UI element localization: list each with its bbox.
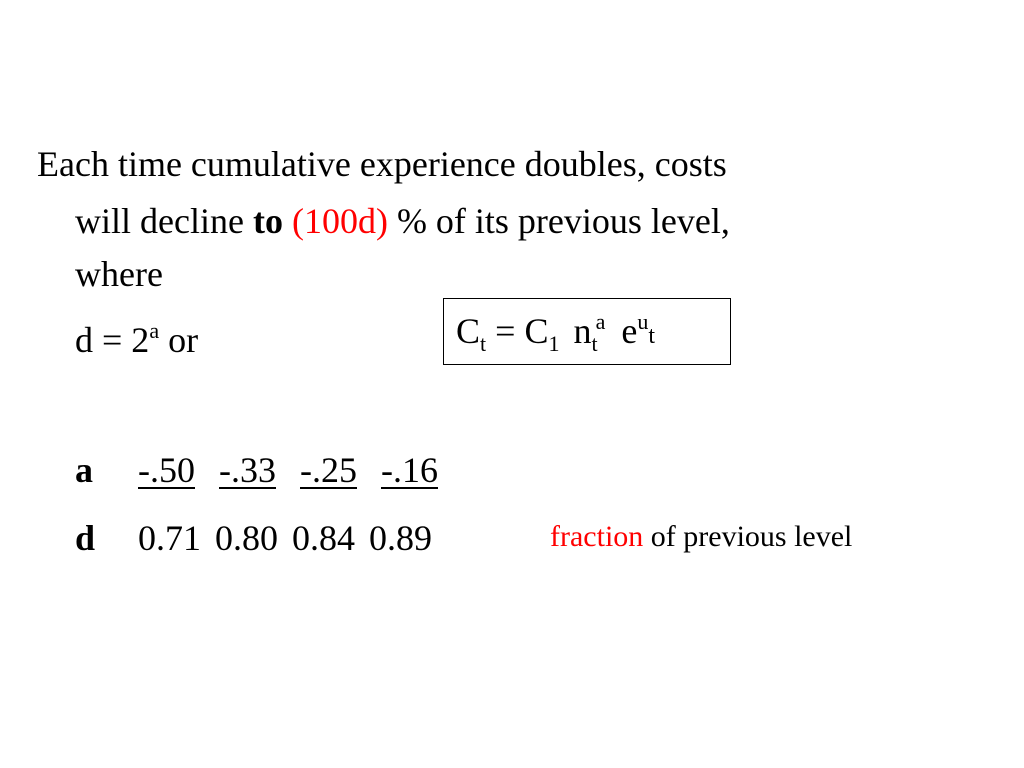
row-a-value: -.33 xyxy=(219,450,276,490)
formula-n-superscript: a xyxy=(595,309,606,334)
formula-c: C xyxy=(456,311,481,351)
formula-box xyxy=(443,298,731,365)
formula-e: e xyxy=(621,311,638,351)
formula-e-superscript: u xyxy=(637,309,649,334)
intro-line-2-prefix: will decline xyxy=(75,201,253,241)
row-d-label: d xyxy=(75,518,96,558)
intro-line-2 xyxy=(75,203,730,239)
intro-line-3: where xyxy=(75,254,163,294)
definition-lhs: d = 2 xyxy=(75,320,150,360)
formula-c-subscript: t xyxy=(480,331,487,356)
definition-suffix: or xyxy=(159,320,199,360)
formula-c1-subscript: 1 xyxy=(548,331,560,356)
row-a-label: a xyxy=(75,450,93,490)
fraction-note-red: fraction xyxy=(550,520,644,553)
row-a-values xyxy=(138,452,438,488)
row-d-value: 0.84 xyxy=(292,518,355,558)
definition-exponent: a xyxy=(149,318,160,343)
formula-e-subscript: t xyxy=(648,323,656,349)
row-a-value: -.25 xyxy=(300,450,357,490)
row-d-value: 0.89 xyxy=(369,518,432,558)
formula-n-subscript: t xyxy=(591,331,598,356)
row-d-values xyxy=(138,520,446,556)
intro-bold-to: to xyxy=(252,201,283,241)
intro-red-100d: (100d) xyxy=(291,201,388,241)
formula-n: n xyxy=(573,311,592,351)
formula xyxy=(456,309,656,356)
fraction-note xyxy=(550,522,852,552)
definition-line xyxy=(75,318,199,360)
intro-line-2-suffix: % of its previous level, xyxy=(387,201,730,241)
row-a-value: -.50 xyxy=(138,450,195,490)
row-a-value: -.16 xyxy=(381,450,438,490)
row-d-value: 0.71 xyxy=(138,518,201,558)
fraction-note-rest: of previous level xyxy=(643,520,853,553)
intro-line-1: Each time cumulative experience doubles, costs xyxy=(37,144,727,184)
formula-equals-c: = C xyxy=(486,311,549,351)
row-d-value: 0.80 xyxy=(215,518,278,558)
